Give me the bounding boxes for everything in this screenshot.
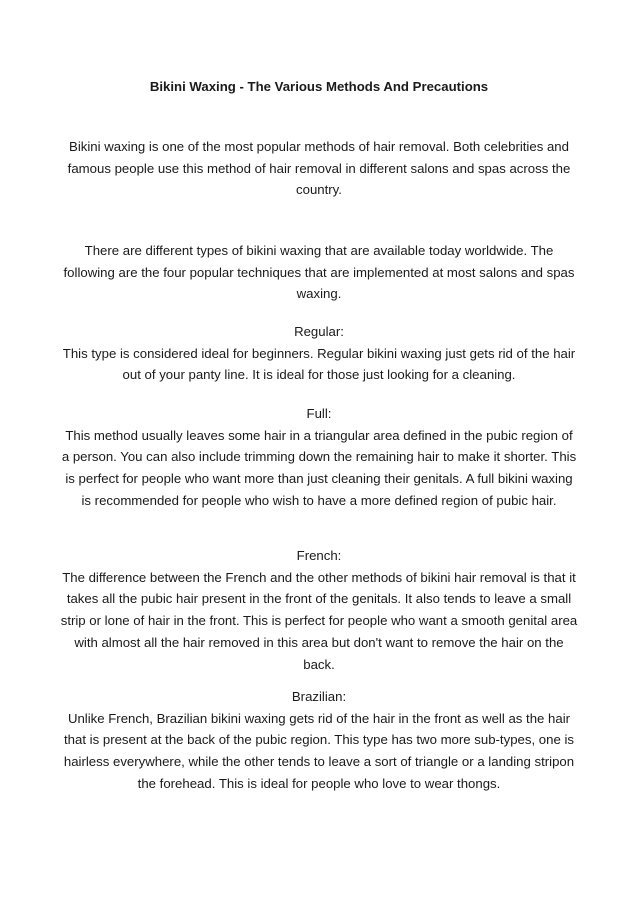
- section-body-full: This method usually leaves some hair in a triangular area defined in the pubic region of a person. You can also include trimming down the remaining hair to make it shorter. This is perfect for people who want more than just cleaning their genitals. A full bikini waxing is recommended for people who wish to have a more defined region of pubic hair.: [61, 427, 577, 508]
- document-title: Bikini Waxing - The Various Methods And Precautions: [149, 79, 489, 94]
- section-body-regular: This type is considered ideal for beginners. Regular bikini waxing just gets rid of the hair out of your panty line. It is ideal for those just looking for a cleaning.: [62, 345, 576, 383]
- section-heading-regular: Regular:: [294, 324, 344, 339]
- intro-paragraph-2: There are different types of bikini waxing that are available today worldwide. The following are the four popular techniques that are implemented at most salons and spas waxing.: [63, 243, 575, 302]
- section-brazilian: [60, 686, 578, 795]
- section-regular: [60, 321, 578, 386]
- section-full: [60, 403, 578, 512]
- section-body-french: The difference between the French and the other methods of bikini hair removal is that it takes all the pubic hair present in the front of the genitals. It also tends to leave a small strip or lone of hair in the front. This is perfect for people who want a smooth genital area with almost all the hair removed in this area but don't want to remove the hair on the back.: [60, 569, 578, 672]
- section-french: [60, 545, 578, 675]
- section-heading-french: French:: [296, 548, 342, 563]
- section-body-brazilian: Unlike French, Brazilian bikini waxing gets rid of the hair in the front as well as the hair that is present at the back of the pubic region. This type has two more sub-types, one is hairless everywhere, while the other tends to leave a sort of triangle or a landing stripon the forehead. This is ideal for people who love to wear thongs.: [63, 710, 575, 791]
- intro-paragraph-1: Bikini waxing is one of the most popular methods of hair removal. Both celebrities and famous people use this method of hair removal in different salons and spas across the country.: [67, 139, 571, 198]
- section-heading-full: Full:: [306, 406, 332, 421]
- section-heading-brazilian: Brazilian:: [291, 689, 347, 704]
